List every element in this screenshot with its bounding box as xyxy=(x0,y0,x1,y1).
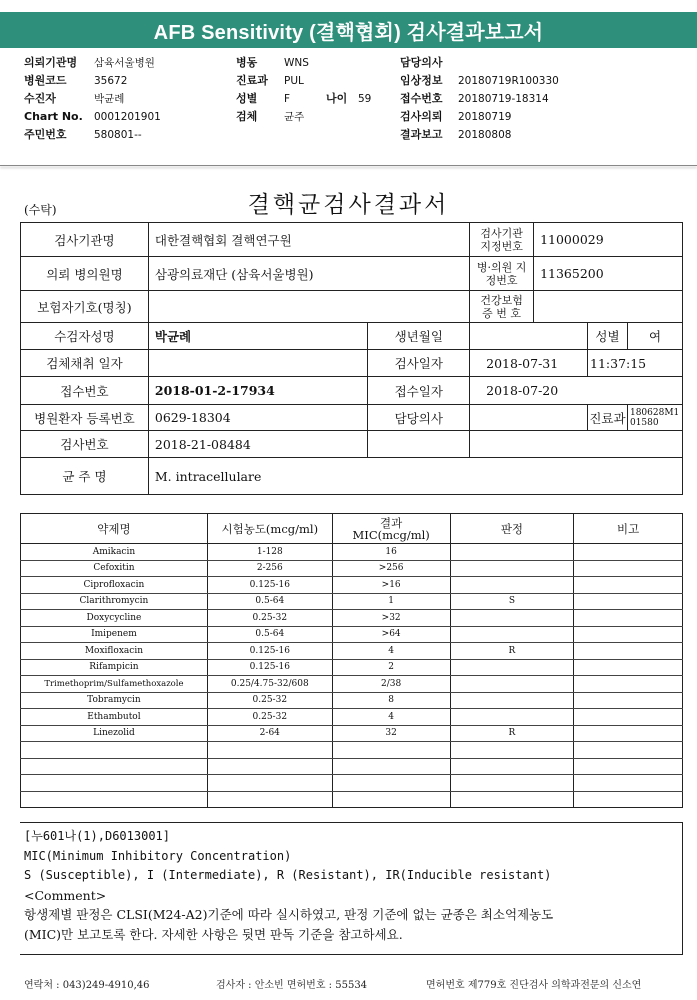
header-value: 35672 xyxy=(94,75,128,87)
drug-name: Rifampicin xyxy=(21,659,208,676)
info-label: 병·의원 지정번호 xyxy=(470,257,534,291)
info-label: 검사일자 xyxy=(368,350,470,377)
mic-value: 4 xyxy=(332,709,450,726)
footer-license: 면허번호 제779호 진단검사 의학과전문의 신소연 xyxy=(426,980,642,991)
header-label: 진료과 xyxy=(236,74,268,87)
header-value: 20180719 xyxy=(458,111,512,123)
table-row xyxy=(21,610,683,627)
test-concentration: 0.125-16 xyxy=(207,659,332,676)
info-value: 11:37:15 xyxy=(588,350,683,377)
interpretation: R xyxy=(450,725,574,742)
table-row xyxy=(21,643,683,660)
info-label: 균 주 명 xyxy=(21,458,149,495)
note xyxy=(574,676,683,693)
info-label: 성별 xyxy=(588,323,628,350)
info-label: 접수번호 xyxy=(21,377,149,405)
header-label: 결과보고 xyxy=(400,128,443,141)
drug-susceptibility-table xyxy=(20,513,683,808)
table-row xyxy=(21,725,683,742)
mic-value: >32 xyxy=(332,610,450,627)
table-row xyxy=(21,560,683,577)
interpretation xyxy=(450,560,574,577)
header-label-age: 나이 xyxy=(326,92,348,105)
mic-value: 16 xyxy=(332,544,450,561)
column-header-interpretation: 판정 xyxy=(450,514,574,544)
info-label: 생년월일 xyxy=(368,323,470,350)
info-label: 담당의사 xyxy=(368,405,470,431)
info-label: 병원환자 등록번호 xyxy=(21,405,149,431)
info-label: 검사기관명 xyxy=(21,223,149,257)
mic-value: >64 xyxy=(332,626,450,643)
info-label: 보험자기호(명칭) xyxy=(21,291,149,323)
info-value: 여 xyxy=(627,323,682,350)
info-label: 검체채취 일자 xyxy=(21,350,149,377)
table-row xyxy=(21,709,683,726)
note xyxy=(574,560,683,577)
info-value: M. intracellulare xyxy=(148,458,682,495)
test-concentration: 2-64 xyxy=(207,725,332,742)
header-value: 20180808 xyxy=(458,129,512,141)
test-concentration: 0.25/4.75-32/608 xyxy=(207,676,332,693)
header-label: 임상정보 xyxy=(400,74,443,87)
info-label: 의뢰 병의원명 xyxy=(21,257,149,291)
column-header-note: 비고 xyxy=(574,514,683,544)
header-value: 균주 xyxy=(284,111,305,123)
info-value xyxy=(148,350,368,377)
info-label: 검사번호 xyxy=(21,431,149,458)
header-value: 삼육서울병원 xyxy=(94,57,155,69)
header-value: WNS xyxy=(284,57,309,69)
report-banner-title: AFB Sensitivity (결핵협회) 검사결과보고서 xyxy=(0,12,697,48)
info-value: 180628M1 01580 xyxy=(627,405,682,431)
header-label: 수진자 xyxy=(24,92,56,105)
table-row-empty xyxy=(21,742,683,759)
drug-name: Moxifloxacin xyxy=(21,643,208,660)
drug-name: Ethambutol xyxy=(21,709,208,726)
interpretation xyxy=(450,659,574,676)
test-concentration: 0.25-32 xyxy=(207,610,332,627)
header-value: PUL xyxy=(284,75,304,87)
mic-value: 4 xyxy=(332,643,450,660)
header-label: 주민번호 xyxy=(24,128,67,141)
test-concentration: 0.125-16 xyxy=(207,643,332,660)
comment-box xyxy=(20,822,683,955)
interpretation xyxy=(450,676,574,693)
note xyxy=(574,659,683,676)
drug-name: Trimethoprim/Sulfamethoxazole xyxy=(21,676,208,693)
drug-name: Linezolid xyxy=(21,725,208,742)
mic-value: 2/38 xyxy=(332,676,450,693)
column-header-concentration: 시험농도(mcg/ml) xyxy=(207,514,332,544)
note xyxy=(574,610,683,627)
header-value: 20180719R100330 xyxy=(458,75,559,87)
footer-contact: 연락처 : 043)249-4910,46 xyxy=(24,980,150,991)
table-row xyxy=(21,692,683,709)
info-value: 2018-07-31 xyxy=(470,350,588,377)
interpretation: S xyxy=(450,593,574,610)
note xyxy=(574,643,683,660)
note xyxy=(574,709,683,726)
info-value xyxy=(470,323,588,350)
column-header-drug: 약제명 xyxy=(21,514,208,544)
note xyxy=(574,692,683,709)
header-col-3 xyxy=(400,54,559,144)
interpretation xyxy=(450,577,574,594)
comment-heading: <Comment> xyxy=(24,887,107,903)
test-concentration: 0.5-64 xyxy=(207,626,332,643)
comment-legend: S (Susceptible), I (Intermediate), R (Resistant), IR(Inducible resistant) xyxy=(24,868,552,882)
interpretation xyxy=(450,544,574,561)
info-value xyxy=(534,291,683,323)
header-col-2 xyxy=(236,54,371,126)
interpretation xyxy=(450,610,574,627)
header-value-age: 59 xyxy=(358,93,372,105)
header-col-1 xyxy=(24,54,161,144)
mic-value: >256 xyxy=(332,560,450,577)
document-label: (수탁) xyxy=(24,203,57,217)
table-row xyxy=(21,593,683,610)
info-label: 건강보험 증 번 호 xyxy=(470,291,534,323)
mic-header-line1: 결과 xyxy=(380,515,403,530)
table-row-empty xyxy=(21,775,683,792)
note xyxy=(574,626,683,643)
info-value: 박균례 xyxy=(148,323,368,350)
table-row xyxy=(21,577,683,594)
note xyxy=(574,593,683,610)
drug-name: Ciprofloxacin xyxy=(21,577,208,594)
table-row xyxy=(21,659,683,676)
interpretation xyxy=(450,692,574,709)
info-value: 11000029 xyxy=(534,223,683,257)
header-label: 검체 xyxy=(236,110,258,123)
mic-header-line2: MIC(mcg/ml) xyxy=(352,527,430,542)
interpretation xyxy=(450,709,574,726)
mic-value: 1 xyxy=(332,593,450,610)
drug-name: Cefoxitin xyxy=(21,560,208,577)
interpretation: R xyxy=(450,643,574,660)
drug-name: Doxycycline xyxy=(21,610,208,627)
test-concentration: 0.25-32 xyxy=(207,692,332,709)
mic-value: >16 xyxy=(332,577,450,594)
info-value: 11365200 xyxy=(534,257,683,291)
info-label: 수검자성명 xyxy=(21,323,149,350)
info-label: 진료과 xyxy=(588,405,628,431)
info-value xyxy=(148,291,469,323)
info-value: 삼광의료재단 (삼육서울병원) xyxy=(148,257,469,291)
header-value: F xyxy=(284,93,291,105)
info-value: 0629-18304 xyxy=(148,405,368,431)
header-label: 접수번호 xyxy=(400,92,443,105)
header-label: Chart No. xyxy=(24,110,83,123)
comment-code-line: [누601나(1),D6013001] xyxy=(24,829,171,843)
test-concentration: 0.25-32 xyxy=(207,709,332,726)
info-value xyxy=(470,405,588,431)
column-header-mic xyxy=(332,514,450,544)
header-value: 박균례 xyxy=(94,93,125,105)
table-row xyxy=(21,544,683,561)
comment-text-line1: 항생제별 판정은 CLSI(M24-A2)기준에 따라 실시하였고, 판정 기준에 없는 균종은 최소억제농도 xyxy=(24,907,554,922)
header-value: 580801-- xyxy=(94,129,142,141)
mic-value: 2 xyxy=(332,659,450,676)
header-label: 의뢰기관명 xyxy=(24,56,78,69)
info-label: 접수일자 xyxy=(368,377,470,405)
table-row-empty xyxy=(21,791,683,808)
table-row-empty xyxy=(21,758,683,775)
comment-text-line2: (MIC)만 보고토록 한다. 자세한 사항은 뒷면 판독 기준을 참고하세요. xyxy=(24,926,403,942)
header-label: 담당의사 xyxy=(400,56,443,69)
mic-value: 32 xyxy=(332,725,450,742)
info-label: 검사기관 지정번호 xyxy=(470,223,534,257)
test-concentration: 0.5-64 xyxy=(207,593,332,610)
header-label: 병동 xyxy=(236,56,258,69)
comment-mic-definition: MIC(Minimum Inhibitory Concentration) xyxy=(24,848,292,863)
header-value: 0001201901 xyxy=(94,111,161,123)
header-label: 병원코드 xyxy=(24,74,67,87)
test-concentration: 0.125-16 xyxy=(207,577,332,594)
document-title: 결핵균검사결과서 xyxy=(247,192,450,218)
note xyxy=(574,725,683,742)
test-concentration: 1-128 xyxy=(207,544,332,561)
info-value: 2018-01-2-17934 xyxy=(148,377,368,405)
header-divider xyxy=(0,165,697,166)
footer-examiner: 검사자 : 안소빈 면허번호 : 55534 xyxy=(216,980,368,991)
header-label: 성별 xyxy=(236,92,258,105)
mic-value: 8 xyxy=(332,692,450,709)
info-value: 대한결핵협회 결핵연구원 xyxy=(148,223,469,257)
note xyxy=(574,577,683,594)
test-concentration: 2-256 xyxy=(207,560,332,577)
table-row xyxy=(21,676,683,693)
drug-name: Clarithromycin xyxy=(21,593,208,610)
info-value: 2018-07-20 xyxy=(470,377,683,405)
drug-name: Tobramycin xyxy=(21,692,208,709)
drug-name: Imipenem xyxy=(21,626,208,643)
info-value: 2018-21-08484 xyxy=(148,431,368,458)
drug-name: Amikacin xyxy=(21,544,208,561)
header-value: 20180719-18314 xyxy=(458,93,549,105)
patient-info-table xyxy=(20,222,683,495)
header-label: 검사의뢰 xyxy=(400,110,443,123)
interpretation xyxy=(450,626,574,643)
table-row xyxy=(21,626,683,643)
note xyxy=(574,544,683,561)
